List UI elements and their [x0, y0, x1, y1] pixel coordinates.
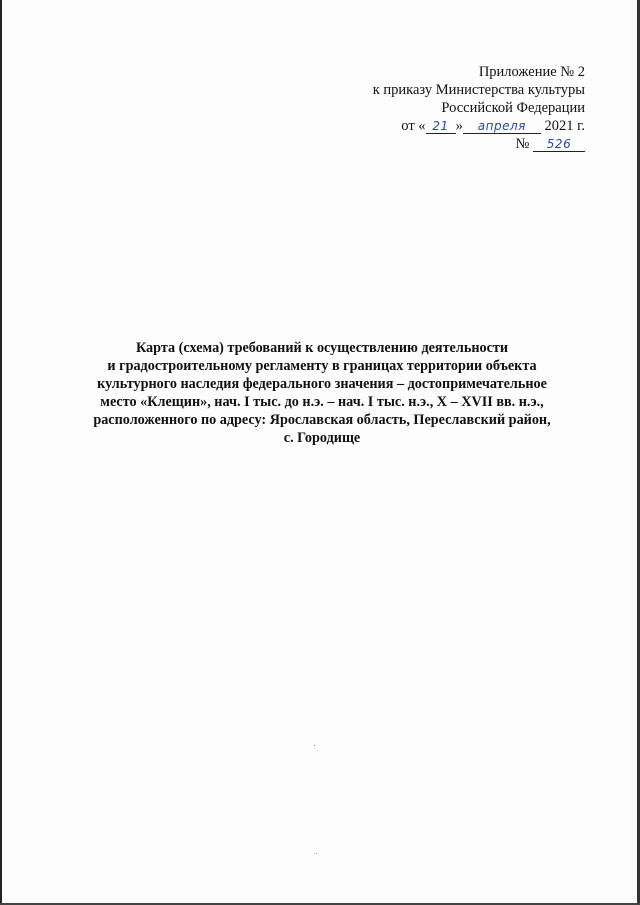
- scan-speck: [316, 853, 317, 854]
- order-ministry: к приказу Министерства культуры: [372, 82, 585, 98]
- order-date: [265, 117, 585, 135]
- date-quote: »: [455, 118, 463, 134]
- date-month-field: [463, 119, 541, 134]
- date-year: 2021 г.: [544, 118, 585, 134]
- appendix-header: [265, 63, 585, 153]
- scan-edge-left: [0, 0, 2, 905]
- date-month-handwritten: апреля: [477, 119, 526, 133]
- title-line-6: с. Городище: [283, 430, 361, 446]
- number-handwritten: 526: [546, 137, 572, 151]
- appendix-number: Приложение № 2: [478, 64, 585, 80]
- document-title: [80, 339, 564, 447]
- title-line-2: и градостроительному регламенту в границах территории объекта: [107, 358, 537, 374]
- title-line-5: расположенного по адресу: Ярославская область, Переславский район,: [93, 412, 551, 428]
- number-label: №: [515, 136, 530, 152]
- date-day-field: [426, 119, 456, 134]
- date-day-handwritten: 21: [432, 119, 449, 133]
- title-line-4: место «Клещин», нач. I тыс. до н.э. – нач. I тыс. н.э., X – XVII вв. н.э.,: [100, 394, 544, 410]
- scan-speck: [314, 745, 315, 746]
- title-line-1: Карта (схема) требований к осуществлению деятельности: [135, 340, 509, 356]
- date-prefix: от «: [401, 118, 426, 134]
- title-line-3: культурного наследия федерального значения – достопримечательное: [97, 376, 547, 392]
- order-federation: Российской Федерации: [441, 100, 585, 116]
- number-field: [533, 137, 585, 152]
- order-number: [265, 135, 585, 153]
